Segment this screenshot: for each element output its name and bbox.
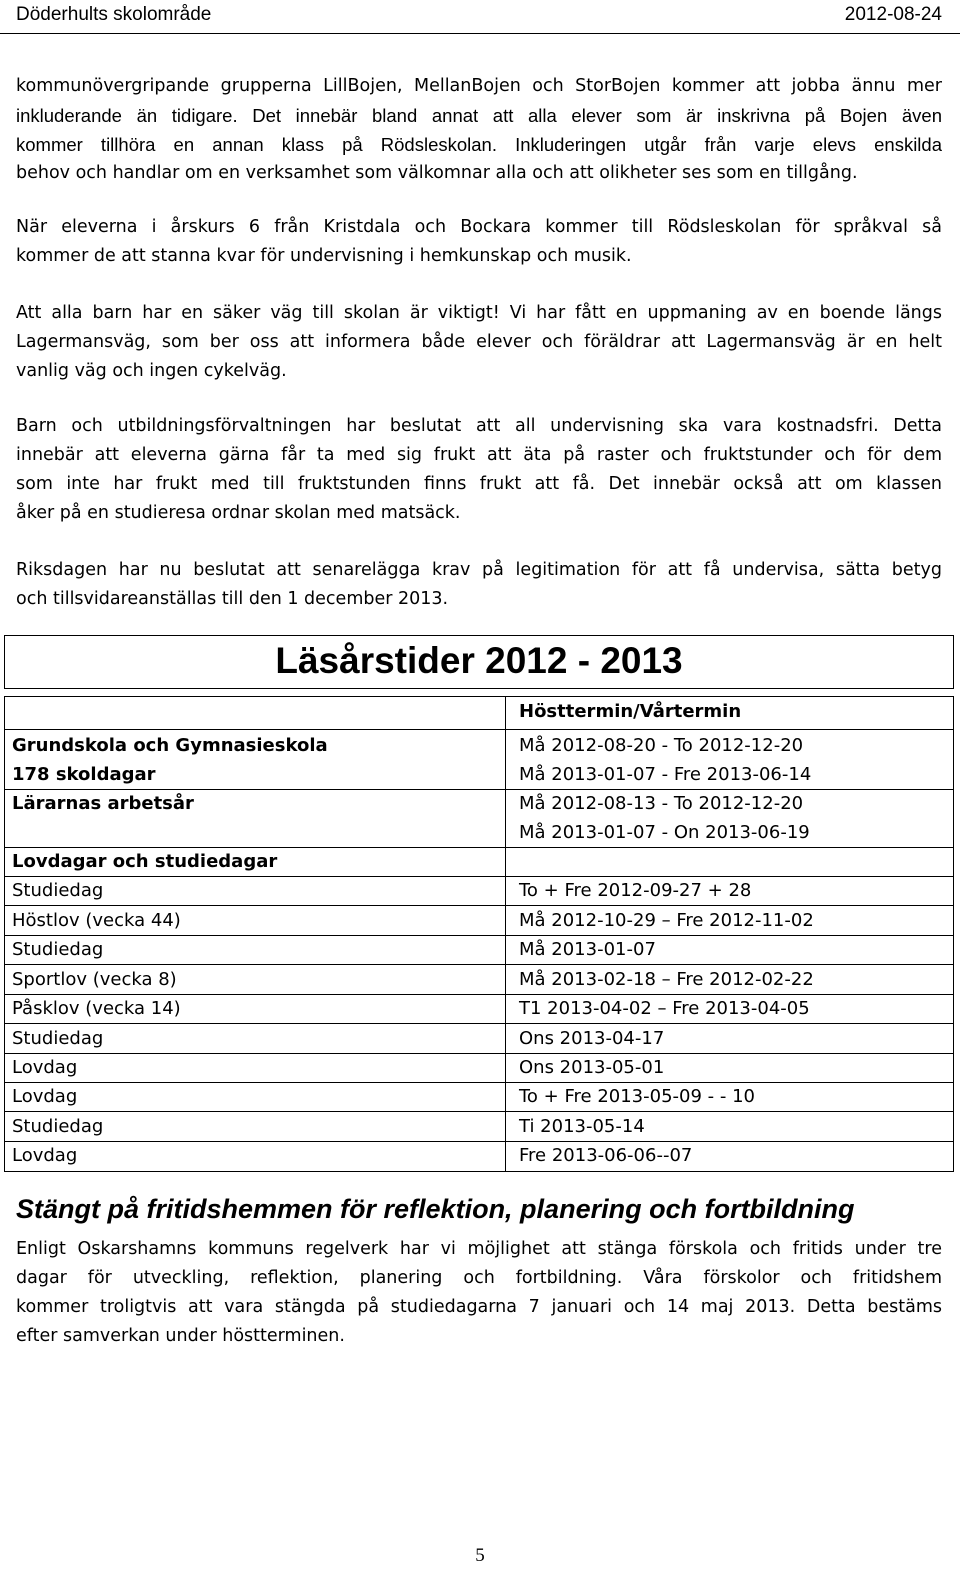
- table-row-value: T1 2013-04-02 – Fre 2013-04-05: [519, 998, 810, 1019]
- table-row-divider: [4, 1053, 954, 1054]
- table-row-divider: [4, 935, 954, 936]
- paragraph-sprakval: [16, 213, 942, 271]
- paragraph-line: Att alla barn har en säker väg till skolan är viktigt! Vi har fått en uppmaning av en boende längs: [16, 303, 942, 323]
- table-row-value: To + Fre 2012-09-27 + 28: [519, 880, 752, 901]
- table-row-label: Påsklov (vecka 14): [12, 998, 181, 1019]
- paragraph-legitimation: [16, 556, 942, 614]
- paragraph-line: Lagermansväg, som ber oss att informera både elever och föräldrar att Lagermansväg är en helt: [16, 332, 942, 352]
- table-cell-label: Grundskola och Gymnasieskola: [12, 735, 328, 756]
- table-row-label: Lovdag: [12, 1057, 78, 1078]
- paragraph-line: behov och handlar om en verksamhet som välkomnar alla och att olikheter ses som en tillgång.: [16, 163, 858, 183]
- paragraph-line: dagar för utveckling, reflektion, planering och fortbildning. Våra förskolor och fritidshem: [16, 1268, 942, 1288]
- header-date: 2012-08-24: [844, 4, 942, 25]
- table-row-value: Må 2013-01-07: [519, 939, 656, 960]
- paragraph-line: När eleverna i årskurs 6 från Kristdala och Bockara kommer till Rödsleskolan för språkval så: [16, 217, 942, 237]
- table-row-label: Lovdag: [12, 1086, 78, 1107]
- table-section-header: Lovdagar och studiedagar: [12, 851, 278, 872]
- table-row-label: Höstlov (vecka 44): [12, 910, 181, 931]
- table-row-divider: [4, 1141, 954, 1142]
- table-row-value: Må 2013-02-18 – Fre 2012-02-22: [519, 969, 814, 990]
- table-cell-value: Må 2013-01-07 - Fre 2013-06-14: [519, 764, 812, 785]
- table-row-value: Må 2012-10-29 – Fre 2012-11-02: [519, 910, 814, 931]
- paragraph-line: efter samverkan under höstterminen.: [16, 1326, 345, 1346]
- table-row-value: Ti 2013-05-14: [519, 1116, 645, 1137]
- paragraph-line: kommunövergripande grupperna LillBojen, MellanBojen och StorBojen kommer att jobba ännu mer: [16, 76, 942, 96]
- paragraph-fritids: [16, 1235, 942, 1351]
- paragraph-line: inkluderande än tidigare. Det innebär bland annat att alla elever som är inskrivna på Bojen även: [16, 105, 942, 126]
- paragraph-line: som inte har frukt med till fruktstunden finns frukt att få. Det innebär också att om klassen: [16, 474, 942, 494]
- table-column-header: Hösttermin/Vårtermin: [519, 701, 742, 722]
- table-row-label: Studiedag: [12, 1028, 104, 1049]
- schedule-title: Läsårstider 2012 - 2013: [275, 640, 683, 681]
- paragraph-line: Barn och utbildningsförvaltningen har beslutat att all undervisning ska vara kostnadsfri. Detta: [16, 416, 942, 436]
- table-cell-value: Må 2012-08-13 - To 2012-12-20: [519, 793, 804, 814]
- page-header: [0, 0, 960, 34]
- paragraph-line: kommer troligtvis att vara stängda på studiedagarna 7 januari och 14 maj 2013. Detta bestäms: [16, 1297, 942, 1317]
- table-row-divider: [4, 1023, 954, 1024]
- paragraph-kostnadsfri: [16, 412, 942, 528]
- page-number: 5: [475, 1545, 485, 1566]
- table-row-label: Studiedag: [12, 939, 104, 960]
- table-row-value: Ons 2013-04-17: [519, 1028, 665, 1049]
- paragraph-line: innebär att eleverna gärna får ta med sig frukt att äta på raster och fruktstunder och för dem: [16, 445, 942, 465]
- table-row-divider: [4, 729, 954, 730]
- paragraph-line: och tillsvidareanställas till den 1 december 2013.: [16, 589, 449, 609]
- table-row-label: Studiedag: [12, 880, 104, 901]
- section-title: Stängt på fritidshemmen för reflektion, planering och fortbildning: [16, 1194, 855, 1224]
- table-cell-value: Må 2012-08-20 - To 2012-12-20: [519, 735, 804, 756]
- paragraph-bojen: [16, 72, 942, 188]
- paragraph-saker-vag: [16, 299, 942, 386]
- table-cell-value: Må 2013-01-07 - On 2013-06-19: [519, 822, 810, 843]
- header-rule: [0, 33, 960, 34]
- table-row-value: Ons 2013-05-01: [519, 1057, 665, 1078]
- table-column-divider: [505, 696, 506, 1172]
- table-row-label: Lovdag: [12, 1145, 78, 1166]
- table-row-divider: [4, 876, 954, 877]
- paragraph-line: kommer tillhöra en annan klass på Rödsleskolan. Inkluderingen utgår från varje elevs enskilda: [16, 134, 942, 155]
- header-school-name: Döderhults skolområde: [16, 4, 212, 25]
- table-row-divider: [4, 1082, 954, 1083]
- table-cell-label: Lärarnas arbetsår: [12, 793, 194, 814]
- table-row-divider: [4, 1111, 954, 1112]
- table-row-label: Studiedag: [12, 1116, 104, 1137]
- table-row-label: Sportlov (vecka 8): [12, 969, 177, 990]
- paragraph-line: Riksdagen har nu beslutat att senarelägga krav på legitimation för att få undervisa, sätta betyg: [16, 560, 942, 580]
- table-row-value: Fre 2013-06-06--07: [519, 1145, 693, 1166]
- paragraph-line: vanlig väg och ingen cykelväg.: [16, 361, 287, 381]
- table-row-value: To + Fre 2013-05-09 - - 10: [519, 1086, 755, 1107]
- paragraph-line: Enligt Oskarshamns kommuns regelverk har vi möjlighet att stänga förskola och fritids under tre: [16, 1239, 942, 1259]
- table-cell-label: 178 skoldagar: [12, 764, 156, 785]
- paragraph-line: åker på en studieresa ordnar skolan med matsäck.: [16, 503, 461, 523]
- paragraph-line: kommer de att stanna kvar för undervisning i hemkunskap och musik.: [16, 246, 632, 266]
